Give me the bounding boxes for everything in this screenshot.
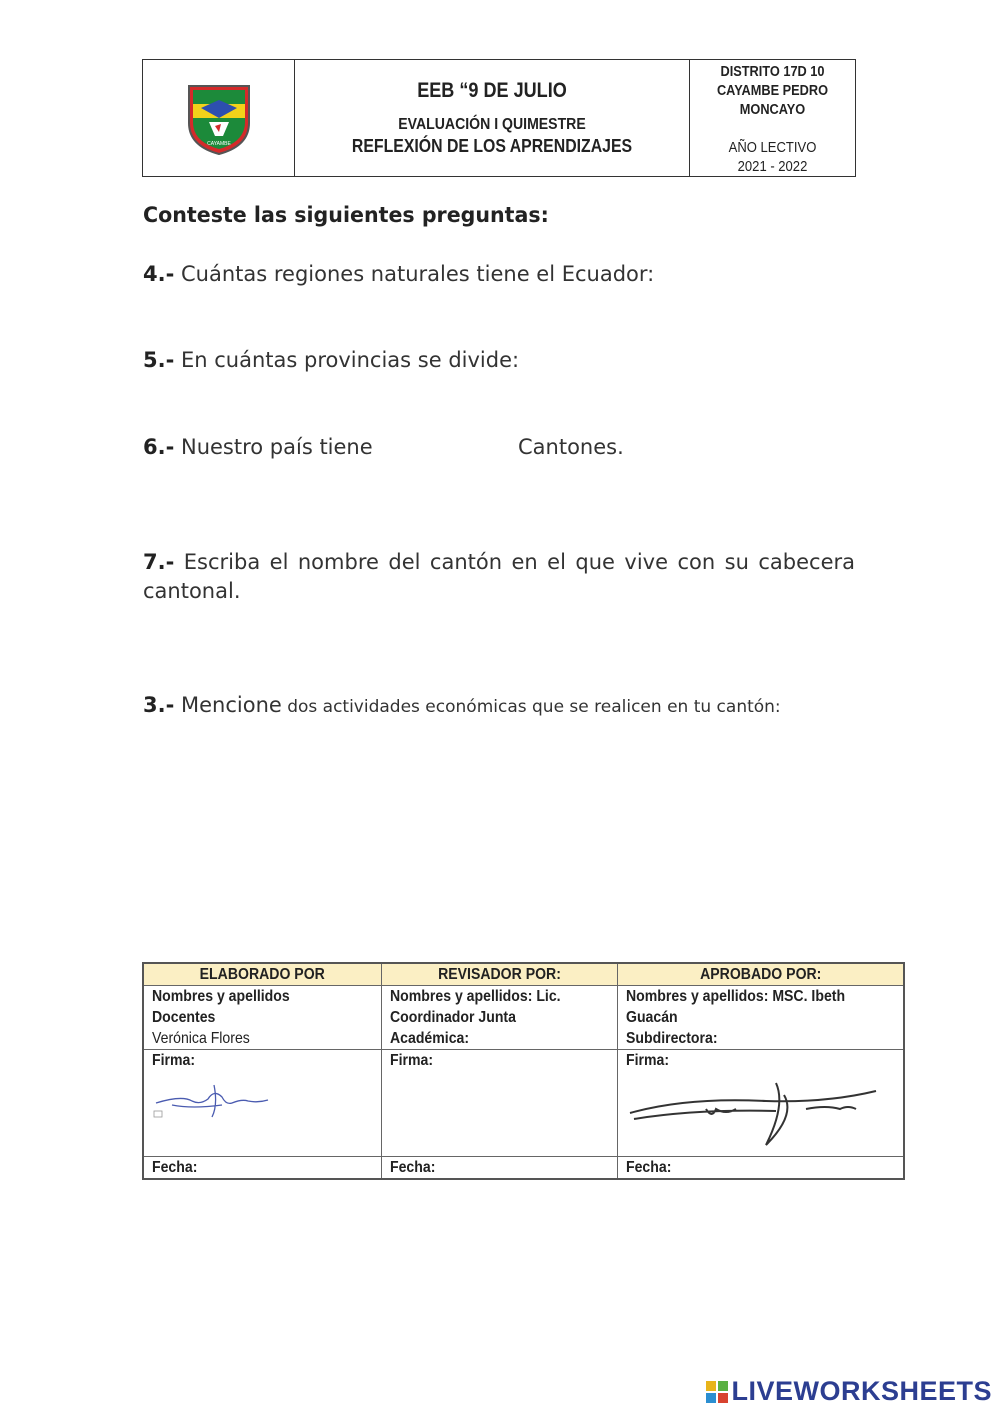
header-elaborado: ELABORADO POR: [143, 963, 381, 986]
elaborado-names: [143, 986, 381, 1050]
svg-text:CAYAMBE: CAYAMBE: [206, 141, 231, 147]
firma-elaborado: [143, 1050, 381, 1157]
signature-1-image: [152, 1075, 292, 1125]
liveworksheets-watermark: [706, 1376, 992, 1407]
revisado-names: [381, 986, 617, 1050]
firma-aprobado: [617, 1050, 904, 1157]
district-line-1: DISTRITO 17D 10: [720, 64, 825, 80]
document-header: [142, 59, 856, 177]
signature-header-row: [143, 963, 904, 986]
fecha-aprobado: Fecha:: [617, 1157, 904, 1180]
question-text: Escriba el nombre del cantón en el que vive con su cabecera cantonal.: [143, 550, 855, 603]
district-line-2: CAYAMBE PEDRO: [716, 83, 829, 99]
logo-cell: [143, 60, 295, 176]
names-label: Nombres y apellidos Docentes: [152, 988, 290, 1026]
year-value: 2021 - 2022: [737, 159, 808, 175]
header-title-cell: [295, 60, 690, 176]
school-year: [698, 139, 847, 177]
school-shield-icon: [179, 78, 259, 158]
fecha-elaborado: Fecha:: [143, 1157, 381, 1180]
aprobado-names: [617, 986, 904, 1050]
signature-3-image: [626, 1075, 886, 1155]
evaluation-title: EVALUACIÓN I QUIMESTRE: [398, 116, 586, 133]
question-text: Nuestro país tiene: [174, 435, 373, 459]
school-name: EEB “9 DE JULIO: [417, 79, 567, 102]
fecha-revisado: Fecha:: [381, 1157, 617, 1180]
signature-table: [142, 962, 905, 1180]
fecha-row: [143, 1157, 904, 1180]
district-line-3: MONCAYO: [739, 102, 806, 118]
firma-label: Firma:: [152, 1052, 196, 1069]
evaluation-subtitle: REFLEXIÓN DE LOS APRENDIZAJES: [351, 136, 633, 156]
firma-label: Firma:: [389, 1052, 433, 1069]
teacher-name: Verónica Flores: [152, 1030, 250, 1047]
names-label: Nombres y apellidos: MSC. Ibeth: [625, 988, 845, 1005]
district-info: [700, 63, 845, 120]
question-text: dos actividades económicas que se realicen en tu cantón:: [281, 697, 781, 717]
firma-label: Firma:: [625, 1052, 669, 1069]
question-number: 7.-: [143, 550, 175, 574]
firma-row: [143, 1050, 904, 1157]
names-row: [143, 986, 904, 1050]
approver-surname: Guacán: [625, 1009, 678, 1026]
question-text: Cuántas regiones naturales tiene el Ecuador:: [174, 262, 655, 286]
question-lead: Mencione: [174, 693, 282, 717]
question-7: [143, 548, 855, 606]
header-revisado: REVISADOR POR:: [381, 963, 617, 986]
question-text: En cuántas provincias se divide:: [174, 348, 520, 372]
header-aprobado: APROBADO POR:: [617, 963, 904, 986]
question-number: 6.-: [143, 435, 175, 459]
role-line: Subdirectora:: [625, 1030, 718, 1047]
watermark-text: LIVEWORKSHEETS: [731, 1376, 992, 1406]
question-3: [143, 693, 855, 720]
question-text-end: Cantones.: [518, 435, 624, 459]
header-district-cell: [690, 60, 855, 176]
year-label: AÑO LECTIVO: [728, 140, 817, 156]
question-number: 3.-: [143, 693, 175, 717]
question-5: [143, 348, 519, 372]
question-4: [143, 262, 654, 286]
firma-revisado: [381, 1050, 617, 1157]
liveworksheets-logo-icon: [706, 1381, 728, 1403]
question-6: [143, 435, 855, 459]
role-line: Coordinador Junta: [389, 1009, 516, 1026]
role-line: Académica:: [389, 1030, 469, 1047]
question-number: 5.-: [143, 348, 175, 372]
question-number: 4.-: [143, 262, 175, 286]
instructions: Conteste las siguientes preguntas:: [143, 203, 549, 227]
names-label: Nombres y apellidos: Lic.: [389, 988, 561, 1005]
